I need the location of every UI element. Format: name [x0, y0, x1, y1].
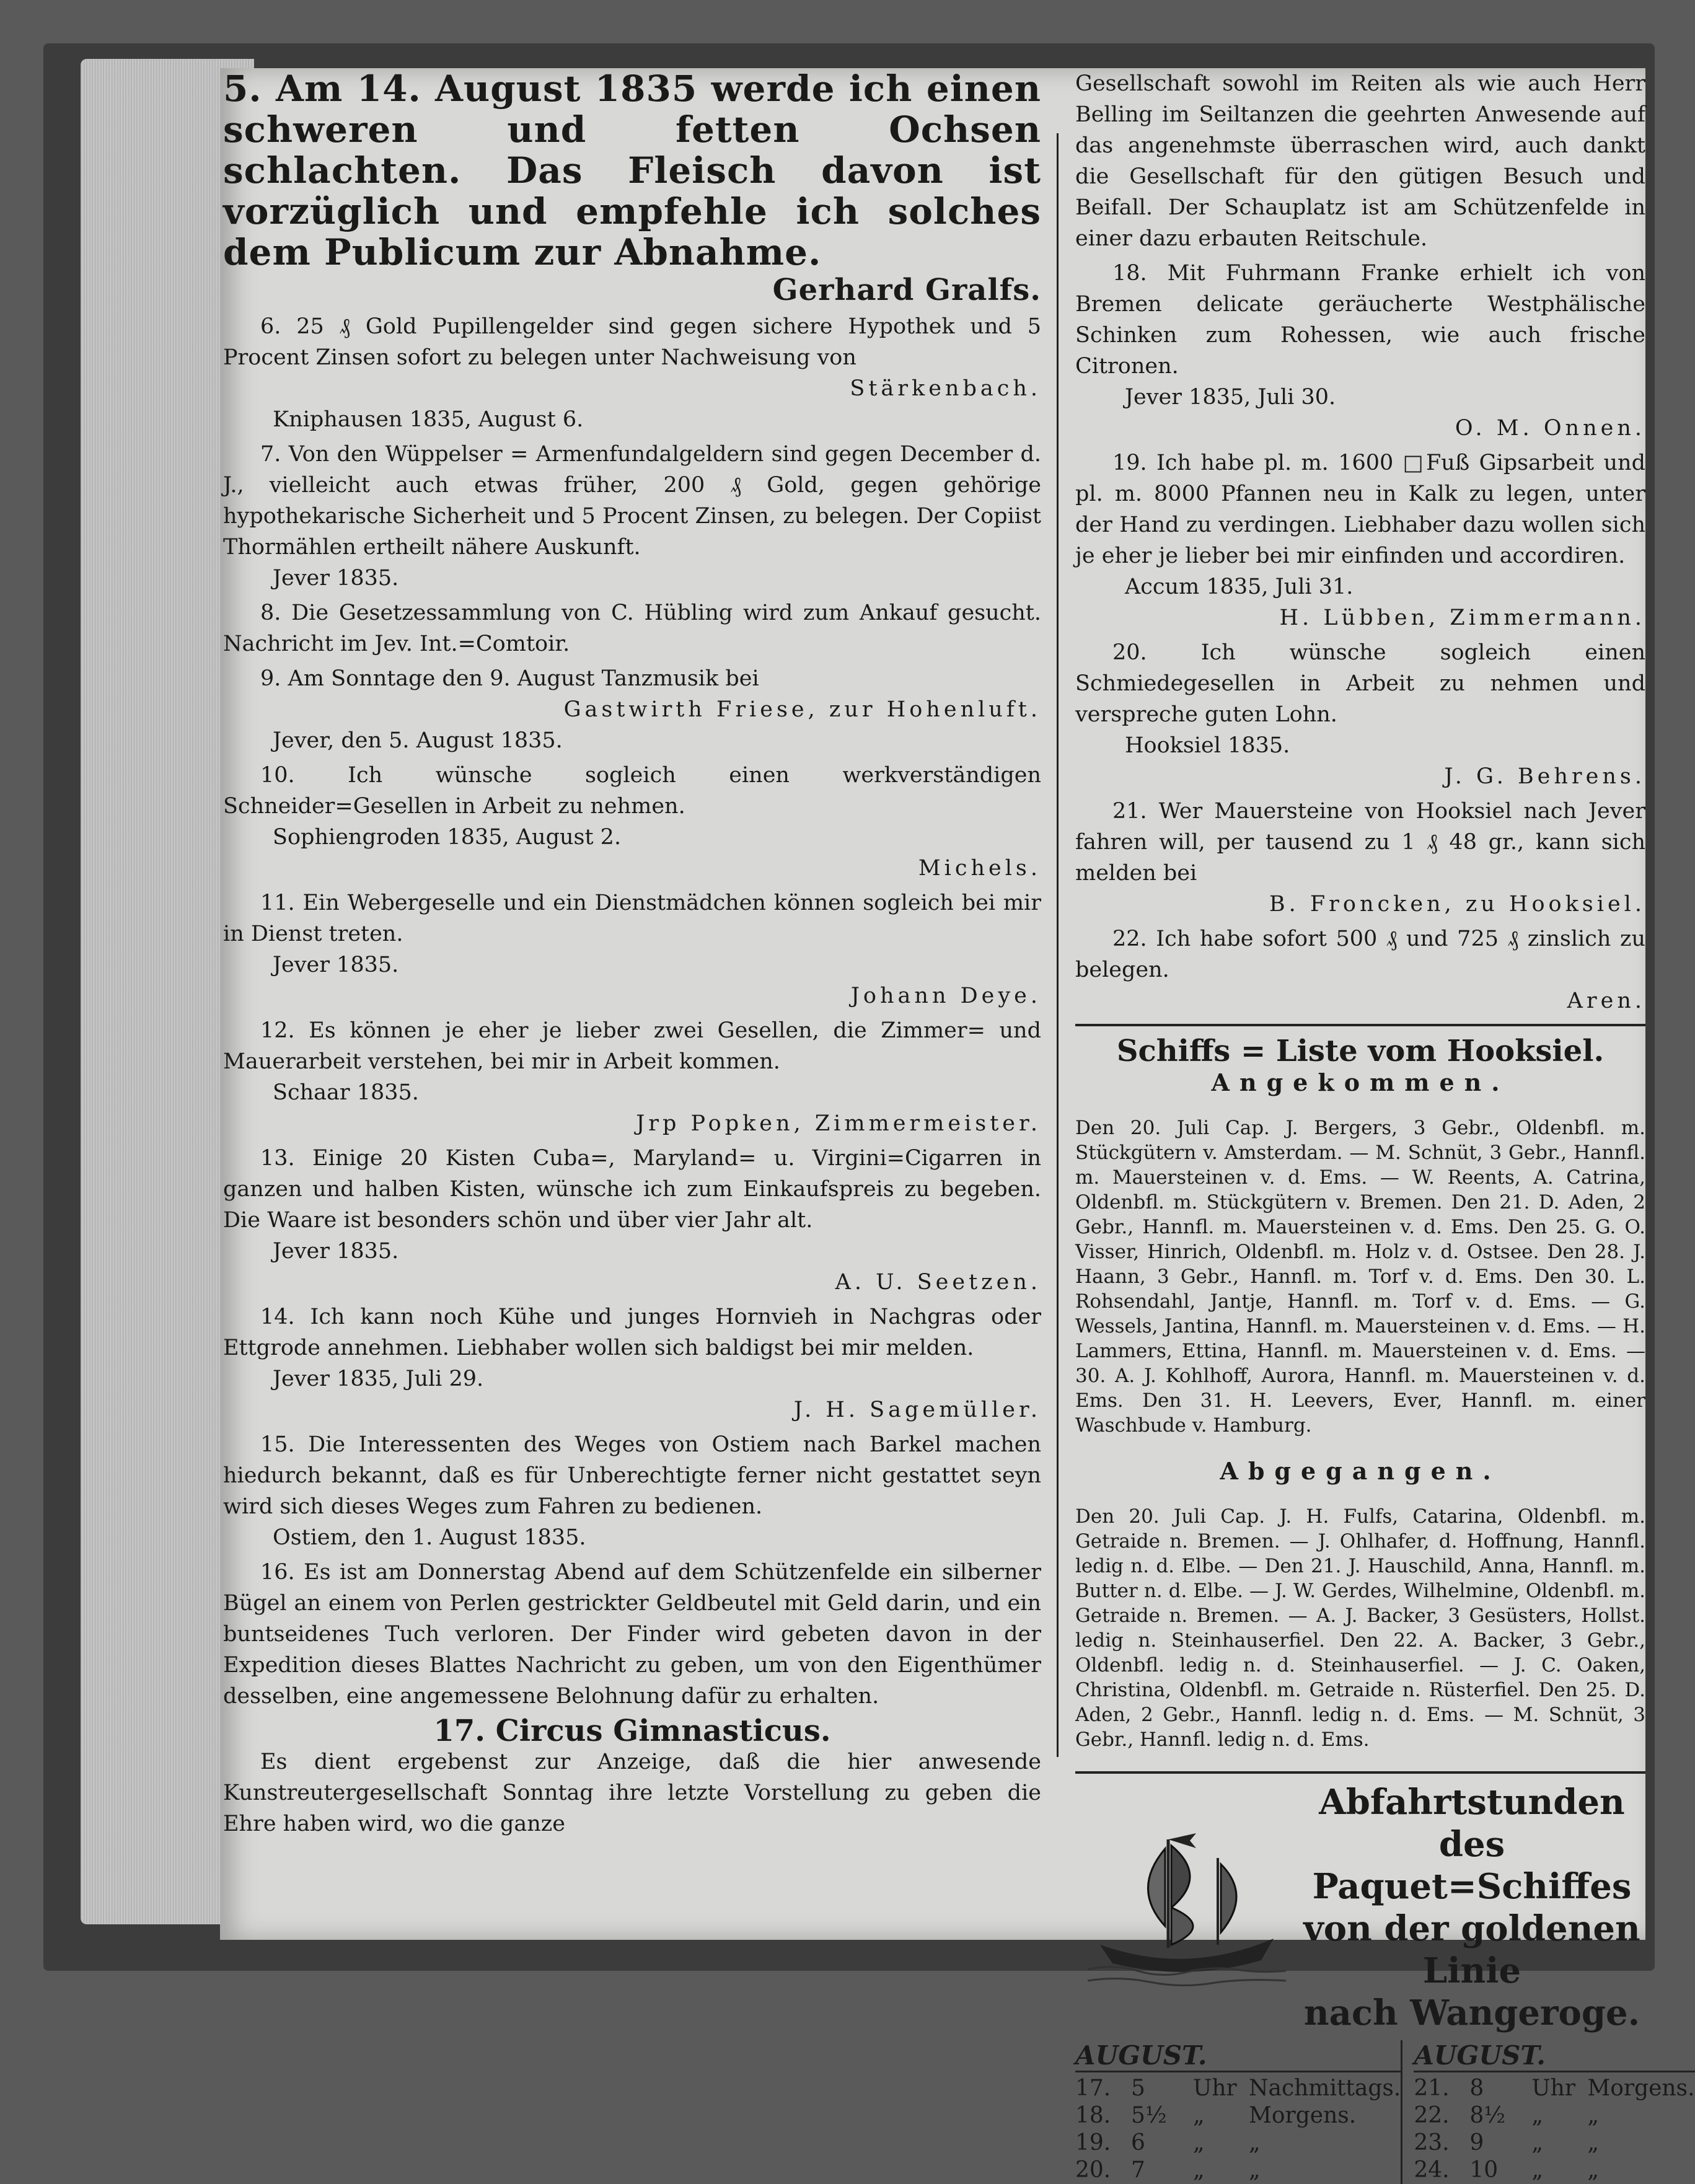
schedule-day: 19. [1075, 2130, 1111, 2155]
schedule-row [1075, 2129, 1401, 2157]
ad-14 [223, 1301, 1041, 1425]
ad-19 [1075, 447, 1645, 633]
paquet-title-line: Paquet=Schiffes [1312, 1866, 1632, 1907]
ad-17-continued [1075, 68, 1645, 254]
paquet-title [1298, 1781, 1645, 2034]
ad-15 [223, 1429, 1041, 1553]
schedule-hour: 9 [1469, 2130, 1484, 2155]
ad-place: Kniphausen 1835, August 6. [273, 407, 584, 432]
ad-12 [223, 1015, 1041, 1139]
ad-text: 13. Einige 20 Kisten Cuba=, Maryland= u. Virgini=Cigarren in ganzen und halben Kisten, wünsche ich zum Einkaufspreis zu begeben. Die Waare ist besonders schön und über vier Jahr alt. [223, 1146, 1041, 1233]
right-column [1075, 68, 1695, 2184]
ad-8 [223, 597, 1041, 659]
sailing-ship-illustration [1075, 1821, 1298, 1994]
ad-text: 16. Es ist am Donnerstag Abend auf dem Schützenfelde ein silberner Bügel an einem von Perlen gestrickter Geldbeutel mit Geld darin, und ein buntseidenes Tuch verloren. Der Finder wird gebeten davon in der Expedition dieses Blattes Nachricht zu geben, um von den Eigenthümer desselben, eine angemessene Belohnung dafür zu erhalten. [223, 1560, 1041, 1709]
ad-place: Ostiem, den 1. August 1835. [273, 1525, 586, 1550]
ad-6 [223, 311, 1041, 435]
ad-7 [223, 439, 1041, 594]
schedule-day: 22. [1414, 2103, 1450, 2128]
ad-text: 14. Ich kann noch Kühe und junges Hornvieh in Nachgras oder Ettgrode annehmen. Liebhaber wollen sich baldigst bei mir melden. [223, 1305, 1041, 1360]
ad-20 [1075, 637, 1645, 792]
schedule-month: AUGUST. [1075, 2040, 1401, 2072]
schedule-unit: „ [1193, 2103, 1205, 2128]
schedule-day: 24. [1414, 2157, 1450, 2183]
circus-title: 17. Circus Gimnasticus. [433, 1714, 831, 1748]
schedule-when: Nachmittags. [1249, 2076, 1401, 2101]
ad-text: 5. Am 14. August 1835 werde ich einen schweren und fetten Ochsen schlachten. Das Fleisch davon ist vorzüglich und empfehle ich solches dem Publicum zur Abnahme. [223, 68, 1041, 273]
schedule-row [1075, 2075, 1401, 2102]
schedule-unit: „ [1531, 2157, 1543, 2183]
ad-signature: A. U. Seetzen. [835, 1270, 1041, 1295]
schedule-row [1075, 2157, 1401, 2184]
ad-signature: H. Lübben, Zimmermann. [1279, 605, 1645, 630]
schedule-day: 21. [1414, 2076, 1450, 2101]
ad-signature: O. M. Onnen. [1455, 416, 1645, 441]
ad-place: Sophiengroden 1835, August 2. [273, 825, 622, 850]
section-rule [1075, 1024, 1645, 1026]
ad-text: Es dient ergebenst zur Anzeige, daß die hier anwesende Kunstreutergesellschaft Sonntag ihre letzte Vorstellung zu geben die Ehre haben wird, wo die ganze [223, 1750, 1041, 1836]
schedule-hour: 8½ [1469, 2103, 1506, 2128]
ad-place: Jever 1835. [273, 953, 399, 977]
ad-text: 19. Ich habe pl. m. 1600 □Fuß Gipsarbeit und pl. m. 8000 Pfannen neu in Kalk zu legen, unter der Hand zu verdingen. Liebhaber dazu wollen sich je eher je lieber bei mir einfinden und accordiren. [1075, 451, 1645, 568]
paquet-title-line: Abfahrtstunden des [1319, 1782, 1625, 1865]
ad-signature: J. G. Behrens. [1444, 764, 1645, 789]
column-divider [1057, 133, 1059, 1757]
ad-place: Jever 1835. [273, 1239, 399, 1264]
ad-text: 21. Wer Mauersteine von Hooksiel nach Jever fahren will, per tausend zu 1 ₰ 48 gr., kann sich melden bei [1075, 799, 1645, 886]
ad-place: Jever 1835, Juli 30. [1125, 385, 1336, 410]
arrived-heading: Angekommen. [1211, 1068, 1510, 1096]
schedule-row [1414, 2102, 1694, 2129]
schedule-row [1414, 2075, 1694, 2102]
ad-place: Hooksiel 1835. [1125, 733, 1290, 758]
schedule-when: „ [1249, 2157, 1261, 2183]
schedule-hour: 7 [1131, 2157, 1145, 2183]
paquet-title-line: nach Wangeroge. [1303, 1992, 1640, 2033]
schedule-hour: 10 [1469, 2157, 1499, 2183]
departed-heading: Abgegangen. [1220, 1457, 1501, 1485]
ad-11 [223, 887, 1041, 1011]
departed-text: Den 20. Juli Cap. J. H. Fulfs, Catarina, Oldenbfl. m. Getraide n. Bremen. — J. Ohlhafer, d. Hoffnung, Hannfl. ledig n. d. Elbe. — Den 21. J. Hauschild, Anna, Hannfl. m. Butter n. d. Elbe. — J. W. Gerdes, Wilhelmine, Oldenbfl. m. Getraide n. Bremen. — A. J. Backer, 3 Gesüsters, Hollst. ledig n. Steinhauserfiel. Den 22. A. Backer, 3 Gebr., Oldenbfl. ledig n. d. Steinhauserfiel. — J. C. Oaken, Christina, Oldenbfl. m. Getraide n. Rüsterfiel. Den 25. D. Aden, 2 Gebr., Hannfl. ledig n. d. Ems. — M. Schnüt, 3 Gebr., Hannfl. ledig n. d. Ems. [1075, 1505, 1645, 1751]
schedule-when: „ [1587, 2157, 1599, 2183]
ad-signature: Michels. [918, 856, 1041, 881]
ad-signature: Gastwirth Friese, zur Hohenluft. [563, 697, 1041, 722]
ad-text: 12. Es können je eher je lieber zwei Gesellen, die Zimmer= und Mauerarbeit verstehen, bei mir in Arbeit kommen. [223, 1018, 1041, 1074]
schedule-unit: „ [1531, 2130, 1543, 2155]
schedule-day: 17. [1075, 2076, 1111, 2101]
ad-18 [1075, 258, 1645, 444]
schedule-row [1075, 2102, 1401, 2129]
ad-17 [223, 1715, 1041, 1839]
ad-16 [223, 1557, 1041, 1712]
schedule-unit: „ [1193, 2157, 1205, 2183]
ad-place: Jever, den 5. August 1835. [273, 728, 563, 753]
ad-text: 18. Mit Fuhrmann Franke erhielt ich von Bremen delicate geräucherte Westphälische Schinken zum Rohessen, wie auch frische Citronen. [1075, 261, 1645, 379]
departure-schedule [1075, 2040, 1695, 2184]
ad-text: 11. Ein Webergeselle und ein Dienstmädchen können sogleich bei mir in Dienst treten. [223, 891, 1041, 946]
schedule-when: „ [1587, 2103, 1599, 2128]
schedule-unit: Uhr [1193, 2076, 1237, 2101]
schedule-hour: 8 [1469, 2076, 1484, 2101]
ad-signature: Gerhard Gralfs. [772, 273, 1041, 307]
section-rule [1075, 1771, 1645, 1774]
ad-place: Jever 1835, Juli 29. [273, 1367, 484, 1391]
paquet-notice [1075, 1781, 1645, 2034]
schedule-unit: Uhr [1531, 2076, 1576, 2101]
ship-list [1075, 1034, 1645, 1752]
schedule-unit: „ [1531, 2103, 1543, 2128]
schedule-day: 18. [1075, 2103, 1111, 2128]
schedule-hour: 5½ [1131, 2103, 1167, 2128]
paquet-title-line: von der goldenen Linie [1303, 1908, 1640, 1991]
schedule-hour: 6 [1131, 2130, 1145, 2155]
ad-place: Accum 1835, Juli 31. [1125, 575, 1354, 599]
ad-text: 8. Die Gesetzessammlung von C. Hübling wird zum Ankauf gesucht. Nachricht im Jev. Int.=Comtoir. [223, 601, 1041, 656]
schedule-hour: 5 [1131, 2076, 1145, 2101]
ad-text: 22. Ich habe sofort 500 ₰ und 725 ₰ zinslich zu belegen. [1075, 927, 1645, 982]
ad-21 [1075, 796, 1645, 920]
ship-list-title: Schiffs = Liste vom Hooksiel. [1116, 1034, 1605, 1068]
schedule-left [1075, 2040, 1401, 2184]
ad-text: 10. Ich wünsche sogleich einen werkverständigen Schneider=Gesellen in Arbeit zu nehmen. [223, 763, 1041, 819]
ad-text: 15. Die Interessenten des Weges von Ostiem nach Barkel machen hiedurch bekannt, daß es für Unberechtigte ferner nicht gestattet seyn wird sich dieses Weges zum Fahren zu bedienen. [223, 1432, 1041, 1519]
left-column [223, 68, 1041, 1843]
ad-5 [223, 68, 1041, 307]
ad-signature: B. Froncken, zu Hooksiel. [1269, 892, 1645, 917]
ad-text: Gesellschaft sowohl im Reiten als wie auch Herr Belling im Seiltanzen die geehrten Anwesende auf das angenehmste überraschen wird, auch dankt die Gesellschaft für den gütigen Besuch und Beifall. Der Schauplatz ist am Schützenfelde in einer dazu erbauten Reitschule. [1075, 71, 1645, 251]
ad-text: 9. Am Sonntage den 9. August Tanzmusik bei [260, 666, 759, 691]
schedule-when: Morgens. [1587, 2076, 1695, 2101]
ad-signature: Stärkenbach. [850, 376, 1041, 401]
schedule-day: 20. [1075, 2157, 1111, 2183]
ad-text: 7. Von den Wüppelser = Armenfundalgeldern sind gegen December d. J., vielleicht auch etwas früher, 200 ₰ Gold, gegen gehörige hypothekarische Sicherheit und 5 Procent Zinsen, zu belegen. Der Copiist Thormählen ertheilt nähere Auskunft. [223, 442, 1041, 560]
ad-signature: Aren. [1567, 989, 1645, 1013]
ad-signature: Jrp Popken, Zimmermeister. [636, 1111, 1041, 1136]
ad-place: Schaar 1835. [273, 1080, 419, 1105]
schedule-when: Morgens. [1249, 2103, 1357, 2128]
ad-13 [223, 1143, 1041, 1298]
schedule-right [1401, 2040, 1694, 2184]
schedule-unit: „ [1193, 2130, 1205, 2155]
schedule-row [1414, 2129, 1694, 2157]
schedule-month: AUGUST. [1414, 2040, 1694, 2072]
ad-place: Jever 1835. [273, 566, 399, 591]
ad-22 [1075, 923, 1645, 1016]
ad-signature: J. H. Sagemüller. [793, 1398, 1041, 1422]
ad-signature: Johann Deye. [850, 984, 1041, 1008]
ad-text: 6. 25 ₰ Gold Pupillengelder sind gegen sichere Hypothek und 5 Procent Zinsen sofort zu belegen unter Nachweisung von [223, 314, 1041, 370]
schedule-day: 23. [1414, 2130, 1450, 2155]
ad-text: 20. Ich wünsche sogleich einen Schmiedegesellen in Arbeit zu nehmen und verspreche guten Lohn. [1075, 640, 1645, 727]
ad-10 [223, 760, 1041, 884]
schedule-when: „ [1249, 2130, 1261, 2155]
arrived-text: Den 20. Juli Cap. J. Bergers, 3 Gebr., Oldenbfl. m. Stückgütern v. Amsterdam. — M. Schnüt, 3 Gebr., Hannfl. m. Mauersteinen v. d. Ems. — W. Reents, A. Catrina, Oldenbfl. m. Stückgütern v. Bremen. Den 21. D. Aden, 2 Gebr., Hannfl. m. Mauersteinen v. d. Ems. Den 25. G. O. Visser, Hinrich, Oldenbfl. m. Holz v. d. Ostsee. Den 28. J. Haann, 3 Gebr., Hannfl. m. Torf v. d. Ems. Den 30. L. Rohsendahl, Jantje, Hannfl. m. Torf v. d. Ems. — G. Wessels, Jantina, Hannfl. m. Mauersteinen v. d. Ems. — H. Lammers, Ettina, Hannfl. m. Mauersteinen v. d. Ems. — 30. A. J. Kohlhoff, Aurora, Hannfl. m. Mauersteinen v. d. Ems. Den 31. H. Leevers, Ever, Hannfl. m. einer Waschbude v. Hamburg. [1075, 1117, 1645, 1437]
ad-9 [223, 663, 1041, 756]
schedule-row [1414, 2157, 1694, 2184]
schedule-when: „ [1587, 2130, 1599, 2155]
